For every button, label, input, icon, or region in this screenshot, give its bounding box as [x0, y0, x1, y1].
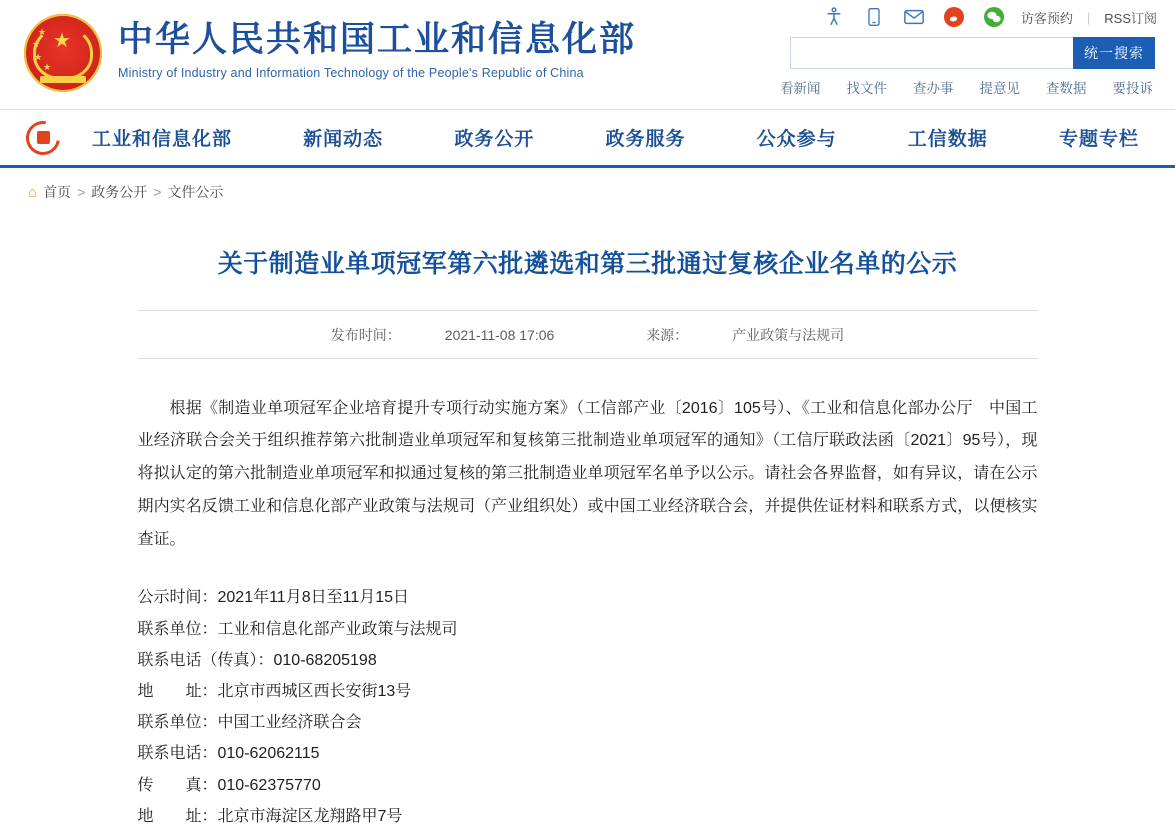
info-row-address-2: 地 址：北京市海淀区龙翔路甲7号 [137, 807, 403, 825]
main-navigation [0, 110, 1175, 168]
publish-time [309, 327, 580, 343]
mobile-icon[interactable] [861, 4, 887, 30]
contact-info-block [138, 582, 1038, 828]
quicklink-complaint[interactable]: 要投诉 [1112, 81, 1153, 96]
article-paragraph-1: 根据《制造业单项冠军企业培育提升专项行动实施方案》（工信部产业〔2016〕105号）、《工业和信息化部办公厅 中国工业经济联合会关于组织推荐第六批制造业单项冠军和复核第三批制造业单项冠军的通知》（工信厅联政法函〔2021〕95号），现将拟认定的第六批制造业单项冠军和拟通过复核的第三批制造业单项冠军名单予以公示。请社会各界监督，如有异议，请在公示期内实名反馈工业和信息化部产业政策与法规司（产业组织处）或中国工业经济联合会，并提供佐证材料和联系方式，以便核实查证。 [137, 399, 1038, 548]
breadcrumb-home[interactable]: 首页 [43, 184, 72, 200]
quicklink-news[interactable]: 看新闻 [780, 81, 821, 96]
email-icon[interactable] [901, 4, 927, 30]
quicklink-data[interactable]: 查数据 [1046, 81, 1087, 96]
quicklink-documents[interactable]: 找文件 [846, 81, 887, 96]
source-value: 产业政策与法规司 [732, 326, 845, 343]
breadcrumb-separator-1: > [77, 184, 86, 200]
breadcrumb-level2[interactable]: 文件公示 [167, 184, 224, 200]
quick-links [780, 77, 1153, 97]
home-icon: ⌂ [28, 183, 38, 201]
site-title-cn: 中华人民共和国工业和信息化部 [118, 20, 637, 59]
site-header [0, 0, 1175, 110]
info-row-phone-2: 联系电话：010-62062115 [137, 745, 320, 763]
quicklink-feedback[interactable]: 提意见 [979, 81, 1020, 96]
nav-item-news[interactable]: 新闻动态 [303, 129, 384, 150]
accessibility-icon[interactable] [821, 4, 847, 30]
nav-item-participation[interactable]: 公众参与 [756, 129, 837, 150]
miit-logo-icon[interactable] [26, 121, 60, 155]
article-meta [138, 310, 1038, 359]
weibo-icon[interactable] [941, 4, 967, 30]
info-row-publicity-period: 公示时间：2021年11月8日至11月15日 [137, 589, 410, 607]
article-body [138, 359, 1038, 828]
breadcrumb-level1[interactable]: 政务公开 [91, 184, 148, 200]
utility-bar [821, 4, 1157, 30]
nav-item-ministry[interactable]: 工业和信息化部 [92, 129, 233, 150]
breadcrumb [0, 168, 1175, 212]
rss-link[interactable]: RSS订阅 [1104, 10, 1157, 26]
quicklink-services[interactable]: 查办事 [913, 81, 954, 96]
info-row-phone-fax-1: 联系电话（传真）：010-68205198 [137, 651, 377, 669]
page-title: 关于制造业单项冠军第六批遴选和第三批通过复核企业名单的公示 [217, 251, 958, 278]
publish-time-label: 发布时间： [330, 326, 401, 343]
site-title-en: Ministry of Industry and Information Technology of the People's Republic of China [118, 65, 584, 80]
info-row-address-1: 地 址：北京市西城区西长安街13号 [137, 683, 412, 701]
info-row-fax-2: 传 真：010-62375770 [137, 776, 321, 794]
search-input[interactable] [790, 37, 1073, 69]
nav-item-data[interactable]: 工信数据 [907, 129, 988, 150]
article-source [624, 327, 866, 343]
publish-time-value: 2021-11-08 17:06 [444, 326, 555, 343]
article [138, 212, 1038, 828]
search-bar [790, 37, 1155, 69]
national-emblem-icon: ★ ★ ★ ★ ★ [24, 14, 102, 92]
nav-item-topics[interactable]: 专题专栏 [1058, 129, 1139, 150]
visitor-booking-link[interactable]: 访客预约 [1020, 10, 1073, 26]
info-row-contact-unit-2: 联系单位：中国工业经济联合会 [137, 714, 362, 732]
breadcrumb-separator-2: > [153, 184, 162, 200]
utility-separator: | [1086, 9, 1091, 25]
site-brand[interactable] [24, 14, 636, 92]
wechat-icon[interactable] [981, 4, 1007, 30]
nav-item-disclosure[interactable]: 政务公开 [454, 129, 535, 150]
info-row-contact-unit-1: 联系单位：工业和信息化部产业政策与法规司 [137, 620, 458, 638]
search-button[interactable]: 统一搜索 [1073, 37, 1155, 69]
nav-item-services[interactable]: 政务服务 [605, 129, 686, 150]
source-label: 来源： [646, 326, 689, 343]
